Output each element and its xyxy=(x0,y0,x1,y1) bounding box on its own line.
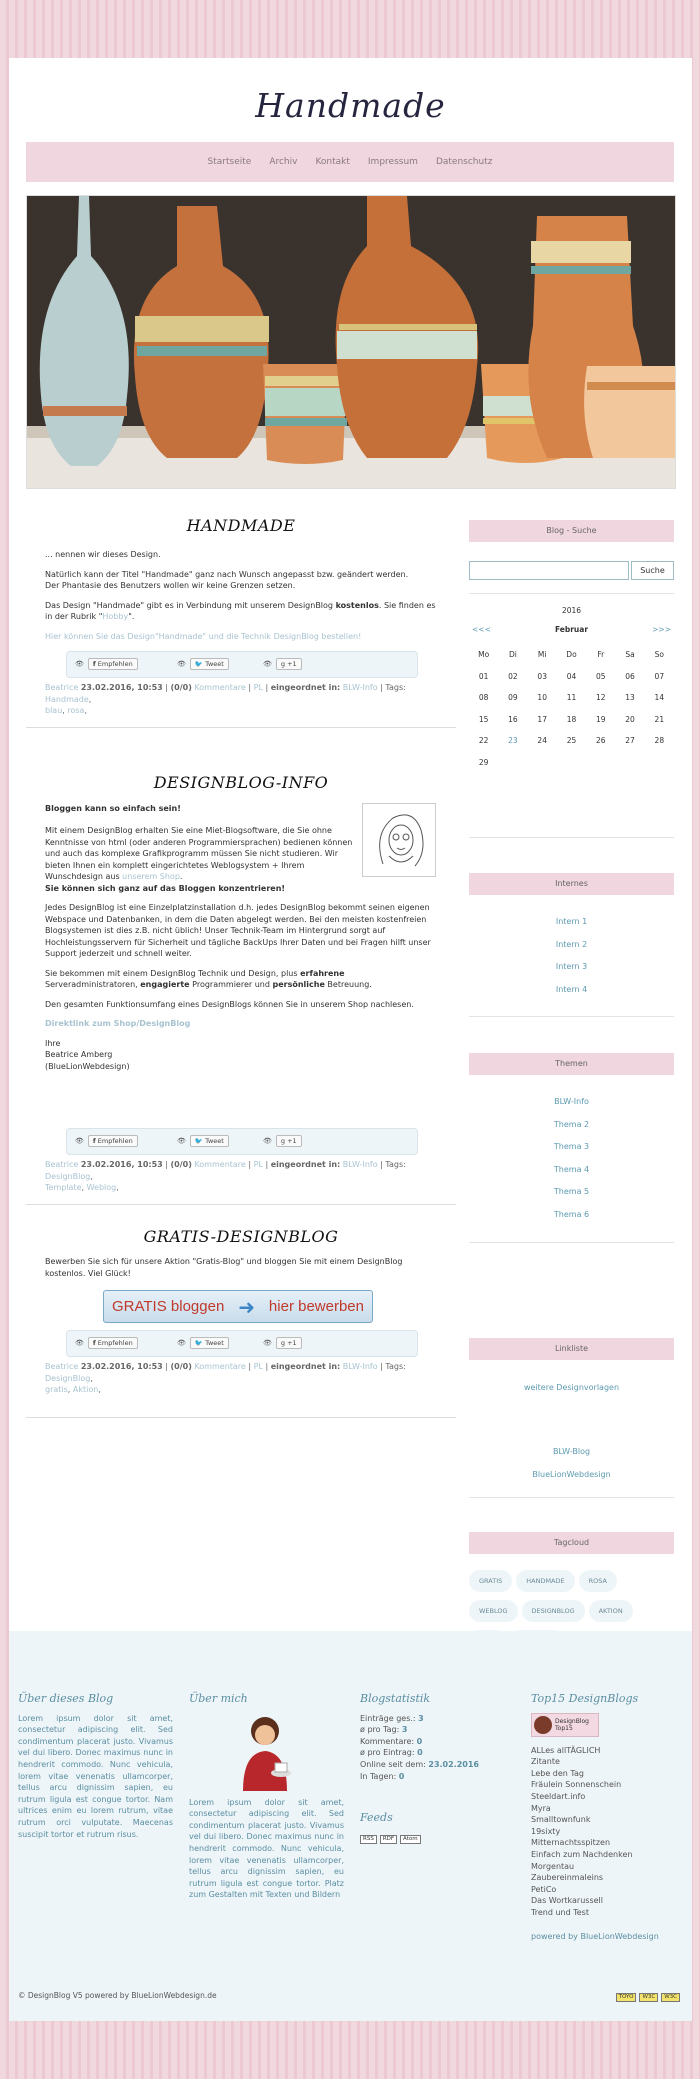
rss-badge[interactable]: RSS xyxy=(360,1835,377,1844)
category-link[interactable]: BLW-Info xyxy=(342,1160,378,1169)
sidebar-link-thema-3[interactable]: Thema 3 xyxy=(553,1142,590,1151)
tag-link[interactable]: Weblog xyxy=(86,1183,117,1192)
main-nav xyxy=(26,142,674,182)
post-body-2: Mit einem DesignBlog erhalten Sie eine Miet-Blogsoftware, die Sie ohne Kenntnisse von html (oder anderen Programmiersprachen) bedienen können und auch das komplexe Grafikprogramm müssen Sie nicht studieren. Wir bieten Ihnen ein komplett eingerichtetes Weblogsystem + Ihrem Wunschdesign aus unserem Shop. Sie können sich ganz auf das Bloggen konzentrieren! Jedes DesignBlog ist eine Einzelplatzinstallation d.h. jedes DesignBlog bekommt seinen eigenen Webspace und Datenbanken, in dem die Daten abgelegt werden. Bei den meisten kostenfreien Blogsystemen ist dies z.B. nicht üblich! Unser Technik-Team im Hintergrund sorgt auf Hochleistungsservern für Sicherheit und tägliche BackUps Ihrer Daten und bei Fragen hilft unser Support jederzeit und schnell weiter. Sie bekommen mit einem DesignBlog Technik und Design, plus erfahrene Serveradministratoren, engagierte Programmierer und persönliche Betreuung. Den gesamten Funktionsumfang eines DesignBlogs können Sie in unserem Shop nachlesen. Direktlink zum Shop/DesignBlog Ihre Beatrice Amberg (BlueLionWebdesign) xyxy=(45,826,431,1071)
footer xyxy=(9,1631,692,2021)
toyo-badge[interactable]: TOYO xyxy=(616,1993,637,2002)
nav-kontakt[interactable]: Kontakt xyxy=(315,157,350,167)
footer-about-me xyxy=(189,1693,344,1901)
post-meta: Beatrice 23.02.2016, 10:53 | (0/0) Kommentare | PL | eingeordnet in: BLW-Info | Tags: DesignBlog, Template, Weblog, xyxy=(45,1160,406,1192)
tweet-button[interactable]: 🐦 Tweet xyxy=(190,1135,229,1147)
tag-link[interactable]: gratis xyxy=(45,1385,68,1394)
calendar-week: 22 23 24 25 26 27 28 xyxy=(478,736,665,746)
arrow-right-icon: ➜ xyxy=(238,1294,255,1319)
banner-left-text: GRATIS bloggen xyxy=(112,1298,225,1315)
category-link[interactable]: BLW-Info xyxy=(342,1362,378,1371)
top15-link[interactable]: Zitante xyxy=(531,1757,560,1767)
site-title[interactable]: Handmade xyxy=(255,86,446,125)
footer-text: Lorem ipsum dolor sit amet, consectetur adipiscing elit. Sed condimentum placerat justo. Vivamus vel dui libero. Donec maximus nunc in hendrerit commodo. Nunc vehicula, lorem vitae venenatis ullamcorper, tellus arcu dignissim sapien, eu rutrum ligula est congue tortor. Platz zum Gestalten mit Texten und Bildern xyxy=(189,1797,344,1900)
sidebar-link-blw-blog[interactable]: BLW-Blog xyxy=(552,1447,591,1456)
pottery-illustration xyxy=(27,196,675,488)
tag-link[interactable]: Handmade xyxy=(45,694,89,704)
widget-title: Themen xyxy=(469,1053,674,1075)
gratis-banner[interactable] xyxy=(103,1290,373,1323)
header-image xyxy=(26,195,676,489)
linkliste-links xyxy=(469,1377,674,1400)
shop-link[interactable]: unserem Shop xyxy=(122,872,180,881)
footer-stats xyxy=(360,1693,515,1844)
tag-link[interactable]: DesignBlog xyxy=(45,1171,91,1181)
sidebar-link-thema-2[interactable]: Thema 2 xyxy=(553,1119,590,1129)
calendar-weekdays: Mo Di Mi Do Fr Sa So xyxy=(478,650,664,660)
stat-row: ø pro Tag: 3 xyxy=(360,1725,408,1735)
calendar-week: 01 02 03 04 05 06 07 xyxy=(478,671,665,681)
intern-links xyxy=(469,911,674,1001)
linkliste-links-2 xyxy=(469,1441,674,1486)
rdf-badge[interactable]: RDF xyxy=(380,1835,397,1844)
stat-row: In Tagen: 0 xyxy=(360,1771,405,1781)
facebook-like-button[interactable]: f Empfehlen xyxy=(88,1337,138,1349)
post-divider xyxy=(26,1204,456,1205)
order-link[interactable]: Hier können Sie das Design"Handmade" und die Technik DesignBlog bestellen! xyxy=(45,631,362,641)
tag-link[interactable]: Template xyxy=(45,1183,82,1192)
tag-designblog[interactable]: DESIGNBLOG xyxy=(522,1600,585,1622)
comments-link[interactable]: Kommentare xyxy=(194,683,246,692)
permalink[interactable]: PL xyxy=(253,683,263,692)
sidebar-link-intern-4[interactable]: Intern 4 xyxy=(555,984,588,994)
top15-link[interactable]: Lebe den Tag xyxy=(531,1768,584,1778)
facebook-like-button[interactable]: f Empfehlen xyxy=(88,1135,138,1147)
nav-impressum[interactable]: Impressum xyxy=(367,157,418,167)
calendar-next[interactable]: >>> xyxy=(652,625,671,634)
calendar-prev[interactable]: <<< xyxy=(472,625,491,634)
sidebar-link-thema-6[interactable]: Thema 6 xyxy=(553,1209,590,1219)
share-bar xyxy=(66,651,418,678)
post-title[interactable]: GRATIS-DESIGNBLOG xyxy=(143,1227,339,1246)
top15-link[interactable]: Trend und Test xyxy=(531,1907,589,1917)
top15-link[interactable]: ALLes allTÄGLICH xyxy=(531,1745,601,1755)
tag-link[interactable]: DesignBlog xyxy=(45,1373,91,1383)
author-link[interactable]: Beatrice xyxy=(45,1160,79,1169)
sidebar-link-thema-5[interactable]: Thema 5 xyxy=(553,1187,590,1196)
post-body xyxy=(45,549,437,650)
calendar-week: 15 16 17 18 19 20 21 xyxy=(478,714,665,724)
footer-heading: Feeds xyxy=(360,1811,393,1825)
footer-text: Lorem ipsum dolor sit amet, consectetur adipiscing elit. Sed condimentum placerat justo. Vivamus vel dui libero. Donec maximus nunc in hendrerit commodo. Nunc vehicula, lorem vitae venenatis ullamcorper, tellus arcu dignissim sapien, eu rutrum ligula est congue tortor. Nam ultrices enim eu lorem rutrum, vitae rutrum orci vulputate. Maecenas suscipit tortor et rutrum risus. xyxy=(18,1713,173,1839)
tag-link[interactable]: blau xyxy=(45,706,63,715)
calendar-year: 2016 xyxy=(561,606,582,615)
sidebar-link-intern-1[interactable]: Intern 1 xyxy=(555,917,588,926)
calendar-week: 29 xyxy=(478,757,489,767)
post-title[interactable]: HANDMADE xyxy=(186,516,296,535)
eye-icon: 👁 xyxy=(177,1137,186,1145)
sidebar-link-intern-2[interactable]: Intern 2 xyxy=(555,939,588,949)
post-paragraph: Natürlich kann der Titel "Handmade" ganz nach Wunsch angepasst bzw. geändert werden. Der Phantasie des Benutzers wollen wir keine Grenzen setzen. xyxy=(45,569,409,590)
stat-row: Kommentare: 0 xyxy=(360,1736,423,1746)
search-button[interactable]: Suche xyxy=(631,561,674,580)
comments-link[interactable]: Kommentare xyxy=(194,1160,246,1169)
footer-heading: Über dieses Blog xyxy=(18,1692,114,1705)
tag-weblog[interactable]: WEBLOG xyxy=(469,1600,518,1622)
stat-row: Online seit dem: 23.02.2016 xyxy=(360,1759,479,1769)
eye-icon: 👁 xyxy=(75,660,84,668)
top15-link[interactable]: Myra xyxy=(531,1803,551,1813)
sidebar-link-designvorlagen[interactable]: weitere Designvorlagen xyxy=(523,1383,620,1392)
sidebar-link-intern-3[interactable]: Intern 3 xyxy=(555,962,588,971)
top15-link[interactable]: Smalltownfunk xyxy=(531,1815,591,1825)
sidebar-link-thema-4[interactable]: Thema 4 xyxy=(553,1164,590,1174)
avatar xyxy=(189,1713,344,1793)
tag-link[interactable]: rosa xyxy=(67,706,85,715)
tag-handmade[interactable]: HANDMADE xyxy=(516,1570,574,1592)
footer-about xyxy=(18,1693,173,1840)
post-title[interactable]: DESIGNBLOG-INFO xyxy=(153,773,329,792)
post-paragraph: ... nennen wir dieses Design. xyxy=(45,550,161,559)
footer-heading: Über mich xyxy=(189,1692,248,1705)
page-container xyxy=(9,58,692,2021)
permalink[interactable]: PL xyxy=(253,1160,263,1169)
tag-link[interactable]: Aktion xyxy=(72,1385,99,1394)
top15-logo[interactable]: DesignBlog Top15 xyxy=(531,1713,599,1737)
google-plus-button[interactable]: g +1 xyxy=(276,1337,302,1349)
tag-gratis[interactable]: GRATIS xyxy=(469,1570,512,1592)
validator-badges xyxy=(616,1991,683,2002)
tag-rosa[interactable]: ROSA xyxy=(579,1570,617,1592)
top15-link[interactable]: Zaubereinmaleins xyxy=(531,1873,604,1883)
post-meta: Beatrice 23.02.2016, 10:53 | (0/0) Kommentare | PL | eingeordnet in: BLW-Info | Tags: DesignBlog, gratis, Aktion, xyxy=(45,1362,406,1394)
post-divider xyxy=(26,727,456,728)
atom-badge[interactable]: Atom xyxy=(400,1835,421,1844)
widget-divider xyxy=(469,1016,674,1017)
tweet-button[interactable]: 🐦 Tweet xyxy=(190,1337,229,1349)
share-bar xyxy=(66,1128,418,1155)
permalink[interactable]: PL xyxy=(253,1362,263,1371)
feed-badges xyxy=(360,1832,515,1844)
hobby-link[interactable]: Hobby xyxy=(102,612,129,621)
facebook-like-button[interactable]: f Empfehlen xyxy=(88,658,138,670)
post-body: Bloggen kann so einfach sein! xyxy=(45,804,181,813)
nav-startseite[interactable]: Startseite xyxy=(207,157,252,167)
nav-datenschutz[interactable]: Datenschutz xyxy=(435,157,493,167)
top15-link[interactable]: Das Wortkarussell xyxy=(531,1896,603,1906)
category-link[interactable]: BLW-Info xyxy=(342,683,378,692)
stat-row: ø pro Eintrag: 0 xyxy=(360,1748,423,1758)
post-divider xyxy=(26,1417,456,1418)
eye-icon: 👁 xyxy=(75,1339,84,1347)
copyright: © DesignBlog V5 powered by BlueLionWebdesign.de xyxy=(18,1991,217,2000)
eye-icon: 👁 xyxy=(75,1137,84,1145)
sidebar-link-blw-info[interactable]: BLW-Info xyxy=(554,1097,589,1106)
calendar xyxy=(469,606,674,773)
top15-link[interactable]: PetiCo xyxy=(531,1884,557,1894)
nav-archiv[interactable]: Archiv xyxy=(269,157,298,167)
direct-shop-link[interactable]: Direktlink zum Shop/DesignBlog xyxy=(45,1019,191,1028)
author-link[interactable]: Beatrice xyxy=(45,1362,79,1371)
top15-link[interactable]: Morgentau xyxy=(531,1861,575,1871)
author-link[interactable]: Beatrice xyxy=(45,683,79,692)
widget-title: Linkliste xyxy=(469,1338,674,1360)
top15-link[interactable]: Fräulein Sonnenschein xyxy=(531,1780,622,1790)
calendar-week: 08 09 10 11 12 13 14 xyxy=(478,693,665,703)
banner-right-text: hier bewerben xyxy=(268,1298,364,1315)
tag-aktion[interactable]: AKTION xyxy=(589,1600,633,1622)
tweet-button[interactable]: 🐦 Tweet xyxy=(190,658,229,670)
widget-title: Internes xyxy=(469,873,674,895)
w3c-badge[interactable]: W3C xyxy=(639,1993,658,2002)
widget-title: Blog - Suche xyxy=(469,520,674,542)
calendar-nav xyxy=(469,620,674,644)
eye-icon: 👁 xyxy=(177,660,186,668)
top15-link[interactable]: Einfach zum Nachdenken xyxy=(531,1849,633,1859)
widget-title: Tagcloud xyxy=(469,1532,674,1554)
themen-links xyxy=(469,1091,674,1226)
comments-link[interactable]: Kommentare xyxy=(194,1362,246,1371)
widget-divider xyxy=(469,837,674,838)
eye-icon: 👁 xyxy=(177,1339,186,1347)
footer-heading: Blogstatistik xyxy=(360,1692,431,1705)
top15-link[interactable]: Steeldart.info xyxy=(531,1791,586,1801)
top15-link[interactable]: 19sixty xyxy=(531,1826,561,1836)
post-body: Bewerben Sie sich für unsere Aktion "Gratis-Blog" und bloggen Sie mit einem DesignBlog kostenlos. Viel Glück! xyxy=(45,1257,403,1278)
calendar-day-link[interactable]: 23 xyxy=(508,736,518,746)
footer-heading: Top15 DesignBlogs xyxy=(531,1692,639,1705)
post-paragraph: Das Design "Handmade" gibt es in Verbindung mit unserem DesignBlog kostenlos. Sie finden es in der Rubrik "Hobby". xyxy=(45,600,436,621)
sidebar-link-bluelionwebdesign[interactable]: BlueLionWebdesign xyxy=(532,1469,611,1479)
footer-top15 xyxy=(531,1693,686,1942)
calendar-month: Februar xyxy=(554,625,589,634)
google-plus-button[interactable]: g +1 xyxy=(276,658,302,670)
eye-icon: 👁 xyxy=(263,1137,272,1145)
widget-divider xyxy=(469,1242,674,1243)
eye-icon: 👁 xyxy=(263,1339,272,1347)
google-plus-button[interactable]: g +1 xyxy=(276,1135,302,1147)
widget-divider xyxy=(469,1497,674,1498)
eye-icon: 👁 xyxy=(263,660,272,668)
top15-link[interactable]: Mitternachtsspitzen xyxy=(531,1838,611,1848)
post-meta: Beatrice 23.02.2016, 10:53 | (0/0) Kommentare | PL | eingeordnet in: BLW-Info | Tags: Handmade, blau, rosa, xyxy=(45,683,406,715)
w3c-badge[interactable]: W3C xyxy=(661,1993,680,2002)
powered-by-link[interactable]: powered by BlueLionWebdesign xyxy=(531,1931,659,1941)
share-bar xyxy=(66,1330,418,1357)
stat-row: Einträge ges.: 3 xyxy=(360,1713,424,1723)
search-input[interactable] xyxy=(469,561,629,580)
widget-divider xyxy=(469,593,674,594)
